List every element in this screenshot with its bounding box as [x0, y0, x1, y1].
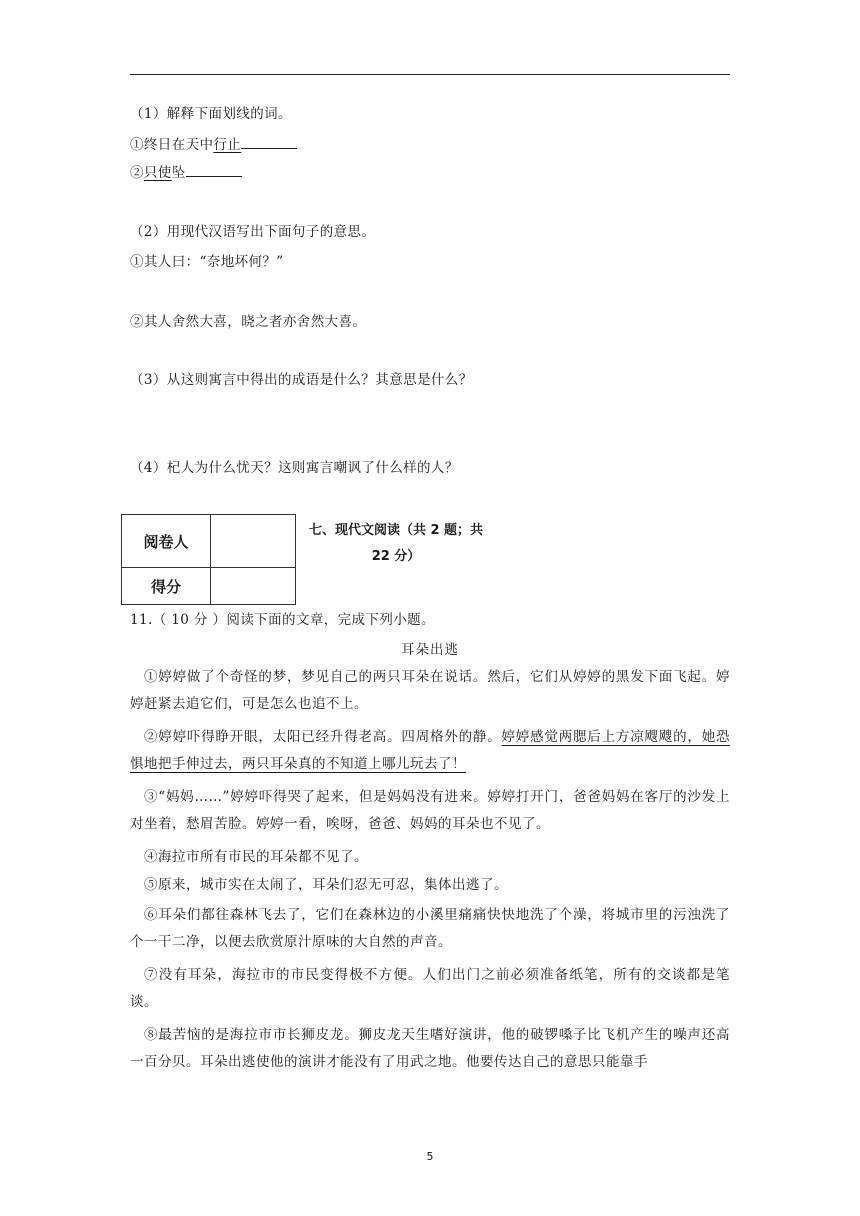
score-cell[interactable] — [211, 568, 296, 605]
question-1b-prefix: ② — [130, 165, 144, 181]
question-1b-word: 只使 — [143, 165, 172, 181]
section-title — [306, 518, 486, 570]
question-2-label: （2）用现代汉语写出下面句子的意思。 — [130, 224, 376, 240]
paragraph-8: ⑧最苦恼的是海拉市市长狮皮龙。狮皮龙天生嗜好演讲，他的破锣嗓子比飞机产生的噪声还高一百分贝。耳朵出逃使他的演讲才能没有了用武之地。他要传达自己的意思只能靠手 — [130, 1027, 730, 1070]
score-label: 得分 — [122, 568, 211, 605]
section-title-line-2: 22 分） — [371, 549, 421, 564]
article-title: 耳朵出逃 — [401, 642, 459, 658]
question-11-intro: 11.（ 10 分 ）阅读下面的文章，完成下列小题。 — [130, 612, 435, 628]
answer-blank[interactable] — [186, 162, 242, 177]
question-1a-prefix: ①终日在天中 — [130, 137, 214, 153]
paragraph-2-underlined: 婷婷感觉两腮后上方凉飕飕的，她恐惧地把手伸过去，两只耳朵真的不知道上哪儿玩去了！ — [130, 729, 730, 772]
paragraph-7: ⑦没有耳朵，海拉市的市民变得极不方便。人们出门之前必须准备纸笔，所有的交谈都是笔谈。 — [130, 967, 730, 1010]
question-1-label: （1）解释下面划线的词。 — [130, 106, 292, 122]
reviewer-cell[interactable] — [211, 515, 296, 568]
section-title-line-1: 七、现代文阅读（共 2 题；共 — [308, 523, 484, 538]
question-4: （4）杞人为什么忧天？这则寓言嘲讽了什么样的人？ — [130, 460, 459, 476]
paragraph-6: ⑥耳朵们都往森林飞去了，它们在森林边的小溪里痛痛快快地洗了个澡，将城市里的污浊洗了个一干二净，以便去欣赏原汁原味的大自然的声音。 — [130, 907, 730, 950]
paragraph-2-text: ②婷婷吓得睁开眼，太阳已经升得老高。四周格外的静。 — [144, 729, 502, 745]
reviewer-label: 阅卷人 — [122, 515, 211, 568]
answer-blank[interactable] — [241, 134, 297, 149]
grader-table — [121, 514, 296, 605]
question-1a-word: 行止 — [213, 137, 242, 153]
page-number: 5 — [426, 1150, 434, 1163]
question-2-item-a: ①其人曰：“奈地坏何？” — [130, 254, 284, 270]
paragraph-1: ①婷婷做了个奇怪的梦，梦见自己的两只耳朵在说话。然后，它们从婷婷的黑发下面飞起。婷婷赶紧去追它们，可是怎么也追不上。 — [130, 669, 730, 712]
paragraph-5: ⑤原来，城市实在太闹了，耳朵们忍无可忍，集体出逃了。 — [144, 877, 508, 893]
paragraph-3: ③“妈妈……”婷婷吓得哭了起来，但是妈妈没有进来。婷婷打开门，爸爸妈妈在客厅的沙发上对坐着，愁眉苦脸。婷婷一看，唉呀，爸爸、妈妈的耳朵也不见了。 — [130, 789, 730, 832]
paragraph-4: ④海拉市所有市民的耳朵都不见了。 — [144, 849, 368, 865]
question-3: （3）从这则寓言中得出的成语是什么？其意思是什么？ — [130, 372, 473, 388]
question-2-item-b: ②其人舍然大喜，晓之者亦舍然大喜。 — [130, 314, 367, 330]
question-1b-suffix: 坠 — [171, 165, 186, 181]
question-1-item-a — [130, 134, 297, 155]
question-1-item-b — [130, 162, 242, 183]
paragraph-2 — [130, 724, 730, 778]
header-rule — [130, 74, 730, 75]
